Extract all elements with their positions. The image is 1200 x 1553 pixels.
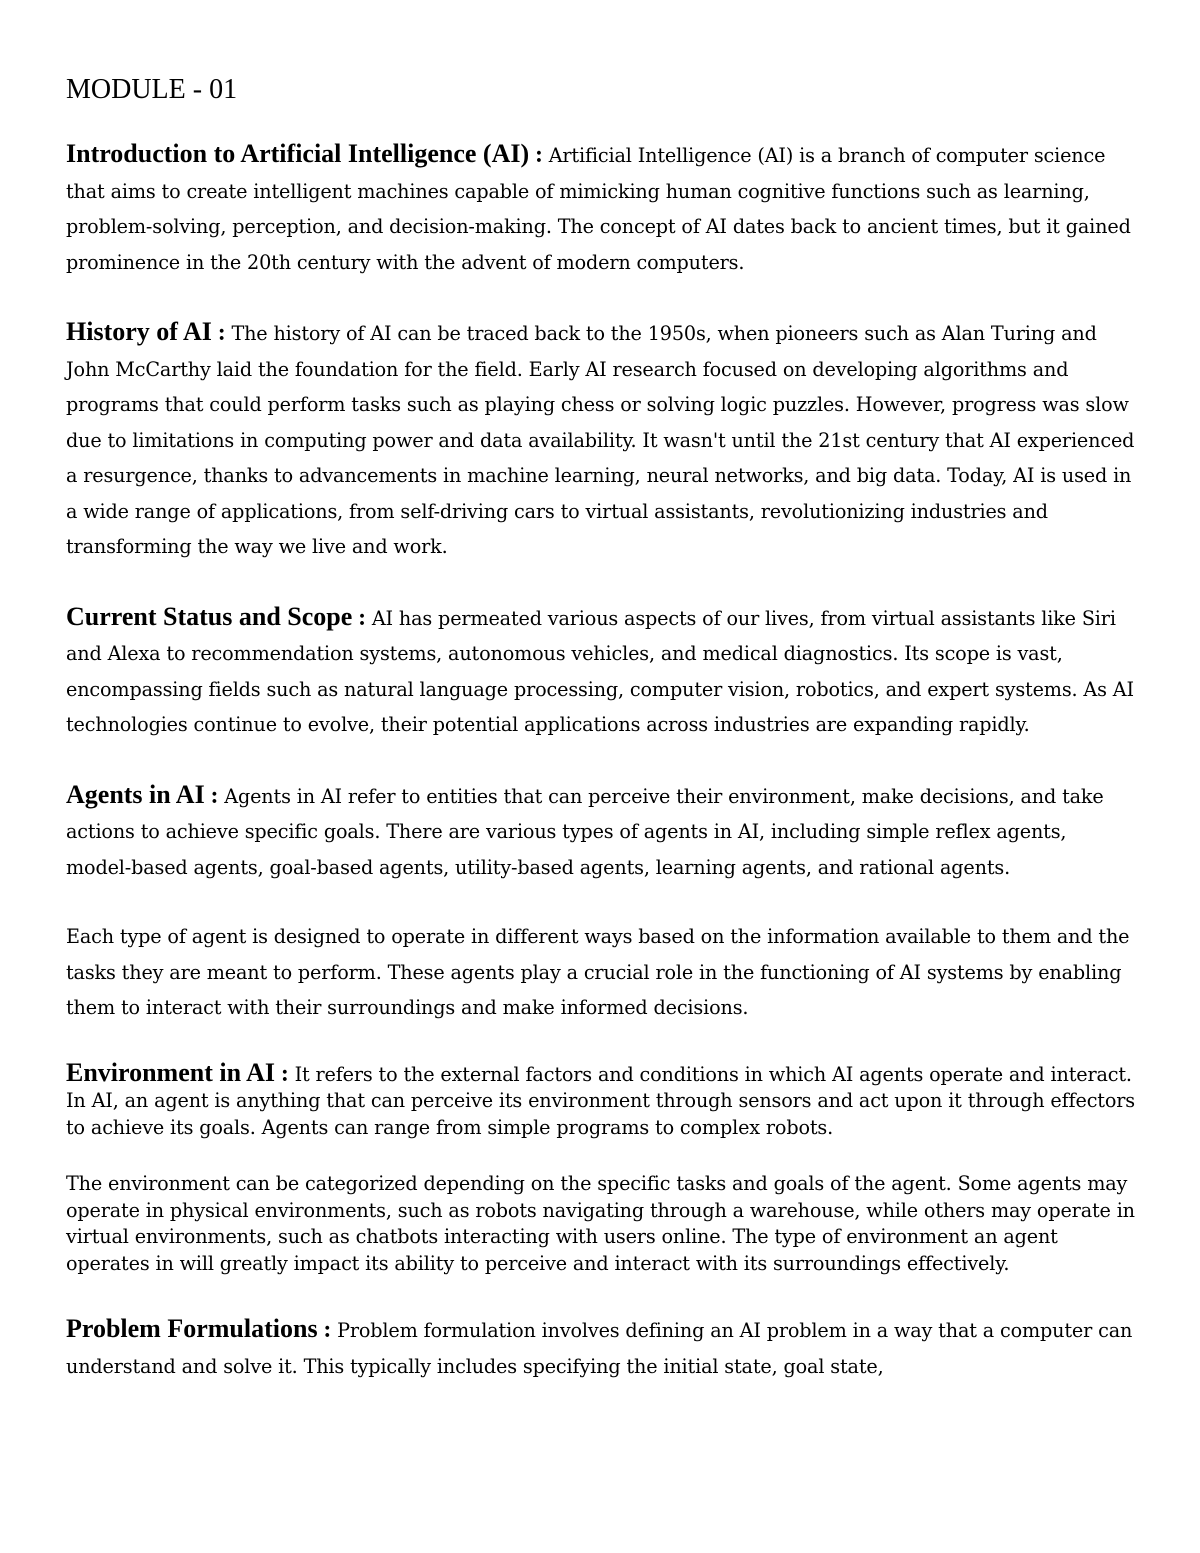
section-history [66,314,1136,565]
section-body-history: The history of AI can be traced back to the 1950s, when pioneers such as Alan Turing and John McCarthy laid the foundation for the field. Early AI research focused on developing algorithms and programs that could perform tasks such as playing chess or solving logic puzzles. However, progress was slow due to limitations in computing power and data availability. It wasn't until the 21st century that AI experienced a resurgence, thanks to advancements in machine learning, neural networks, and big data. Today, AI is used in a wide range of applications, from self-driving cars to virtual assistants, revolutionizing industries and transforming the way we live and work. [66,322,1135,558]
section-heading-environment: Environment in AI [66,1057,276,1087]
section-heading-introduction: Introduction to Artificial Intelligence (AI) [66,139,530,168]
heading-separator: : [275,1060,295,1087]
heading-separator: : [529,142,549,168]
section-environment [66,1057,1136,1142]
section-body-problem-formulations: Problem formulation involves defining an AI problem in a way that a computer can understand and solve it. This typically includes specifying the initial state, goal state, [66,1319,1133,1378]
section-heading-current-status: Current Status and Scope [66,601,353,631]
paragraph-agent-types: Each type of agent is designed to operate in different ways based on the information available to them and the tasks they are meant to perform. These agents play a crucial role in the functioning of AI systems by enabling them to interact with their surroundings and make informed decisions. [66,925,1130,1019]
section-heading-history: History of AI [66,317,212,346]
module-title: MODULE - 01 [66,74,238,105]
paragraph-environment-categories: The environment can be categorized depending on the specific tasks and goals of the agent. Some agents may operate in physical environments, such as robots navigating through a warehouse, while others may operate in virtual environments, such as chatbots interacting with users online. The type of environment an agent operates in will greatly impact its ability to perceive and interact with its surroundings effectively. [66,1172,1135,1275]
section-introduction [66,136,1136,280]
section-current-status [66,599,1136,743]
section-body-environment: It refers to the external factors and conditions in which AI agents operate and interact. In AI, an agent is anything that can perceive its environment through sensors and act upon it through effectors to achieve its goals. Agents can range from simple programs to complex robots. [66,1062,1135,1139]
section-body-agents: Agents in AI refer to entities that can perceive their environment, make decisions, and take actions to achieve specific goals. There are various types of agents in AI, including simple reflex agents, model-based agents, goal-based agents, utility-based agents, learning agents, and rational agents. [66,784,1104,879]
section-heading-problem-formulations: Problem Formulations [66,1314,318,1343]
section-problem-formulations [66,1311,1136,1384]
section-heading-agents: Agents in AI [66,779,205,809]
section-agents [66,777,1136,886]
heading-separator: : [352,604,372,631]
section-body-introduction: Artificial Intelligence (AI) is a branch of computer science that aims to create intelligent machines capable of mimicking human cognitive functions such as learning, problem-solving, perception, and decision-making. The concept of AI dates back to ancient times, but it gained prominence in the 20th century with the advent of modern computers. [66,144,1131,274]
section-body-current-status: AI has permeated various aspects of our lives, from virtual assistants like Siri and Alexa to recommendation systems, autonomous vehicles, and medical diagnostics. Its scope is vast, encompassing fields such as natural language processing, computer vision, robotics, and expert systems. As AI technologies continue to evolve, their potential applications across industries are expanding rapidly. [66,606,1134,736]
heading-separator: : [204,782,225,809]
heading-separator: : [211,320,232,346]
document-page [66,72,1136,1418]
heading-separator: : [317,1317,338,1343]
